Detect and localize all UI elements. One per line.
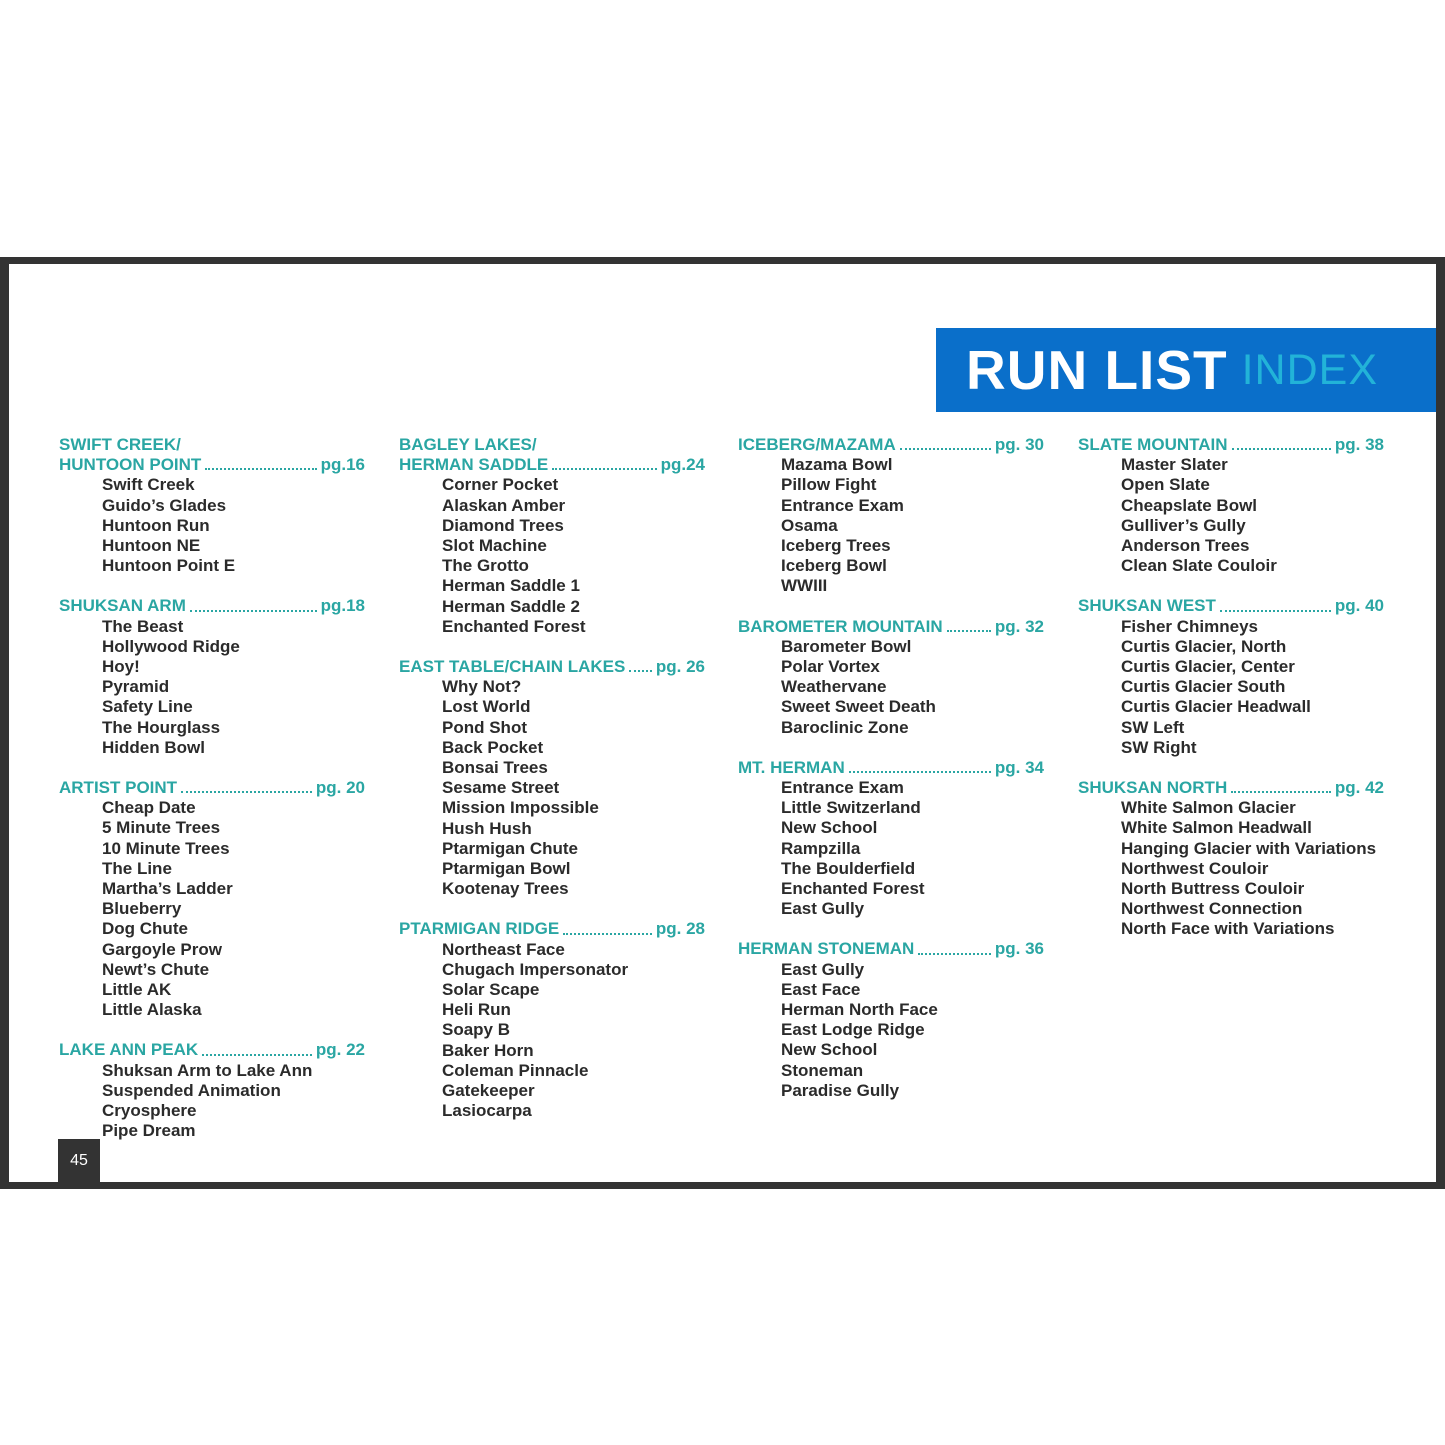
section-name: HERMAN STONEMAN: [738, 939, 915, 959]
run-item: Cryosphere: [102, 1101, 197, 1121]
section-heading: [59, 778, 365, 798]
run-item: Solar Scape: [442, 980, 540, 1000]
run-item: Pipe Dream: [102, 1121, 196, 1141]
index-column-4: [1078, 435, 1384, 960]
run-item: Alaskan Amber: [442, 495, 566, 515]
section-name: MT. HERMAN: [738, 757, 845, 777]
section-heading: [738, 435, 1044, 455]
run-item: White Salmon Headwall: [1121, 818, 1312, 838]
section-heading: [738, 758, 1044, 778]
run-item: Lasiocarpa: [442, 1101, 532, 1121]
run-item: Paradise Gully: [781, 1080, 900, 1100]
run-item: Safety Line: [102, 697, 193, 717]
section-heading: [59, 435, 365, 475]
section-name: SHUKSAN WEST: [1078, 596, 1216, 616]
index-column-1: [59, 435, 365, 1162]
section-name: SHUKSAN NORTH: [1078, 778, 1228, 798]
run-item: Diamond Trees: [442, 515, 564, 535]
page-title-accent: INDEX: [1241, 345, 1379, 394]
run-item: Iceberg Trees: [781, 536, 891, 556]
section-name: PTARMIGAN RIDGE: [399, 919, 560, 939]
section-page-ref: pg. 40: [1334, 596, 1384, 616]
run-list: [59, 1061, 365, 1142]
index-column-3: [738, 435, 1044, 1121]
run-list: [399, 677, 705, 899]
run-item: WWIII: [781, 576, 828, 596]
run-item: Herman North Face: [781, 1000, 938, 1020]
run-item: North Face with Variations: [1121, 919, 1335, 939]
run-list: [399, 475, 705, 637]
run-item: New School: [781, 818, 878, 838]
run-item: Hollywood Ridge: [102, 636, 240, 656]
run-item: Huntoon Point E: [102, 556, 236, 576]
index-section: [1078, 435, 1384, 576]
run-list: [738, 960, 1044, 1101]
dot-leader: [1231, 791, 1331, 793]
run-item: Ptarmigan Chute: [442, 838, 579, 858]
section-heading: [1078, 778, 1384, 798]
run-item: Rampzilla: [781, 838, 861, 858]
index-section: [59, 596, 365, 758]
run-item: East Gully: [781, 899, 865, 919]
run-item: Northwest Connection: [1121, 899, 1303, 919]
run-item: Curtis Glacier, Center: [1121, 657, 1295, 677]
run-list: [738, 455, 1044, 596]
run-item: Chugach Impersonator: [442, 959, 629, 979]
run-item: Why Not?: [442, 677, 522, 697]
run-item: Blueberry: [102, 899, 182, 919]
run-item: East Face: [781, 979, 861, 999]
run-item: North Buttress Couloir: [1121, 879, 1305, 899]
run-item: White Salmon Glacier: [1121, 798, 1296, 818]
run-item: Open Slate: [1121, 475, 1210, 495]
run-item: Pyramid: [102, 677, 170, 697]
title-banner: [936, 328, 1436, 412]
section-heading: [738, 939, 1044, 959]
run-item: Coleman Pinnacle: [442, 1060, 589, 1080]
run-list: [59, 617, 365, 758]
run-list: [59, 475, 365, 576]
index-section: [738, 617, 1044, 738]
run-item: Baroclinic Zone: [781, 717, 909, 737]
run-item: 10 Minute Trees: [102, 838, 230, 858]
section-name: BAGLEY LAKES/ HERMAN SADDLE: [399, 435, 549, 475]
run-list: [738, 637, 1044, 738]
run-item: Corner Pocket: [442, 475, 559, 495]
run-item: Herman Saddle 1: [442, 576, 580, 596]
section-name: ARTIST POINT: [59, 778, 178, 798]
run-item: Baker Horn: [442, 1040, 534, 1060]
run-item: Hidden Bowl: [102, 737, 205, 757]
run-item: Huntoon Run: [102, 515, 210, 535]
run-item: Cheap Date: [102, 798, 196, 818]
run-item: Enchanted Forest: [781, 879, 925, 899]
run-item: Bonsai Trees: [442, 758, 548, 778]
run-item: Gatekeeper: [442, 1081, 535, 1101]
index-section: [738, 758, 1044, 920]
dot-leader: [181, 791, 312, 793]
section-page-ref: pg. 32: [994, 616, 1044, 636]
section-name: ICEBERG/MAZAMA: [738, 435, 896, 454]
section-page-ref: pg. 22: [315, 1040, 365, 1060]
index-section: [399, 435, 705, 637]
dot-leader: [947, 630, 991, 632]
index-section: [399, 919, 705, 1121]
run-item: The Beast: [102, 616, 184, 636]
run-item: Stoneman: [781, 1060, 864, 1080]
run-item: Heli Run: [442, 1000, 511, 1020]
dot-leader: [563, 933, 652, 935]
section-page-ref: pg. 28: [655, 919, 705, 939]
dot-leader: [849, 771, 991, 773]
dot-leader: [629, 670, 652, 672]
run-item: Curtis Glacier Headwall: [1121, 697, 1311, 717]
run-item: Curtis Glacier, North: [1121, 636, 1287, 656]
dot-leader: [900, 448, 991, 450]
run-item: SW Left: [1121, 717, 1185, 737]
section-heading: [1078, 596, 1384, 616]
index-section: [59, 435, 365, 576]
section-heading: [59, 1040, 365, 1060]
dot-leader: [1220, 610, 1331, 612]
run-list: [1078, 617, 1384, 758]
dot-leader: [202, 1054, 312, 1056]
run-item: Polar Vortex: [781, 657, 880, 677]
dot-leader: [1232, 448, 1331, 450]
run-item: Pillow Fight: [781, 475, 877, 495]
run-list: [738, 778, 1044, 919]
run-item: Mazama Bowl: [781, 455, 893, 475]
section-name: SLATE MOUNTAIN: [1078, 435, 1228, 454]
run-item: Herman Saddle 2: [442, 596, 580, 616]
run-list: [1078, 455, 1384, 576]
index-section: [1078, 778, 1384, 940]
run-item: Anderson Trees: [1121, 536, 1250, 556]
run-item: Martha’s Ladder: [102, 879, 233, 899]
dot-leader: [190, 610, 317, 612]
section-name: SHUKSAN ARM: [59, 596, 186, 616]
run-item: Kootenay Trees: [442, 879, 569, 899]
run-item: New School: [781, 1040, 878, 1060]
run-item: The Boulderfield: [781, 858, 916, 878]
index-section: [738, 939, 1044, 1101]
section-page-ref: pg. 38: [1334, 435, 1384, 454]
run-item: Mission Impossible: [442, 798, 599, 818]
section-page-ref: pg. 20: [315, 778, 365, 798]
section-name: EAST TABLE/CHAIN LAKES: [399, 657, 626, 677]
section-page-ref: pg. 26: [655, 657, 705, 677]
run-item: Little Alaska: [102, 1000, 202, 1020]
run-list: [59, 798, 365, 1020]
index-section: [59, 1040, 365, 1141]
section-heading: [399, 919, 705, 939]
section-page-ref: pg. 42: [1334, 778, 1384, 798]
section-page-ref: pg. 34: [994, 757, 1044, 777]
run-item: Huntoon NE: [102, 536, 201, 556]
run-item: 5 Minute Trees: [102, 818, 221, 838]
section-page-ref: pg.24: [660, 455, 705, 475]
index-page: [0, 257, 1445, 1189]
run-item: Sesame Street: [442, 778, 560, 798]
run-item: Swift Creek: [102, 475, 195, 495]
run-item: Guido’s Glades: [102, 495, 227, 515]
section-page-ref: pg. 36: [994, 939, 1044, 959]
run-item: Hanging Glacier with Variations: [1121, 838, 1377, 858]
run-item: Hush Hush: [442, 818, 532, 838]
run-item: Northwest Couloir: [1121, 858, 1269, 878]
run-item: Little AK: [102, 980, 172, 1000]
section-page-ref: pg. 30: [994, 435, 1044, 454]
run-item: Fisher Chimneys: [1121, 616, 1258, 636]
run-item: Gargoyle Prow: [102, 939, 222, 959]
run-item: Suspended Animation: [102, 1080, 281, 1100]
section-heading: [738, 617, 1044, 637]
run-item: Shuksan Arm to Lake Ann: [102, 1060, 313, 1080]
section-heading: [1078, 435, 1384, 455]
run-item: Slot Machine: [442, 536, 547, 556]
run-item: Weathervane: [781, 677, 887, 697]
dot-leader: [552, 468, 656, 470]
index-section: [59, 778, 365, 1020]
run-item: Little Switzerland: [781, 798, 921, 818]
page-number: 45: [58, 1139, 100, 1182]
section-heading: [59, 596, 365, 616]
run-list: [399, 940, 705, 1122]
run-item: Clean Slate Couloir: [1121, 556, 1277, 576]
run-item: Back Pocket: [442, 737, 544, 757]
run-item: The Line: [102, 858, 172, 878]
run-item: Pond Shot: [442, 717, 527, 737]
run-item: The Grotto: [442, 556, 529, 576]
dot-leader: [205, 468, 316, 470]
section-name: BAROMETER MOUNTAIN: [738, 616, 943, 636]
run-item: Dog Chute: [102, 919, 188, 939]
run-item: Hoy!: [102, 657, 140, 677]
run-item: Sweet Sweet Death: [781, 697, 936, 717]
section-page-ref: pg.18: [320, 596, 365, 616]
run-item: Osama: [781, 515, 838, 535]
section-heading: [399, 657, 705, 677]
run-item: Cheapslate Bowl: [1121, 495, 1258, 515]
run-item: Master Slater: [1121, 455, 1228, 475]
run-item: Gulliver’s Gully: [1121, 515, 1246, 535]
run-item: Curtis Glacier South: [1121, 677, 1286, 697]
run-item: Entrance Exam: [781, 495, 904, 515]
run-item: Soapy B: [442, 1020, 511, 1040]
run-item: Ptarmigan Bowl: [442, 859, 571, 879]
index-section: [399, 657, 705, 899]
index-column-2: [399, 435, 705, 1142]
run-item: East Gully: [781, 959, 865, 979]
section-name: LAKE ANN PEAK: [59, 1040, 199, 1060]
section-name: SWIFT CREEK/ HUNTOON POINT: [59, 435, 202, 475]
run-item: Lost World: [442, 697, 531, 717]
index-section: [738, 435, 1044, 597]
run-item: Newt’s Chute: [102, 959, 210, 979]
run-item: East Lodge Ridge: [781, 1020, 925, 1040]
run-item: Entrance Exam: [781, 778, 904, 798]
section-page-ref: pg.16: [320, 455, 365, 475]
run-item: Enchanted Forest: [442, 616, 586, 636]
dot-leader: [918, 953, 991, 955]
page-title: RUN LIST: [966, 339, 1228, 401]
run-item: Northeast Face: [442, 939, 565, 959]
run-list: [1078, 798, 1384, 939]
run-item: SW Right: [1121, 737, 1197, 757]
run-item: Barometer Bowl: [781, 636, 912, 656]
run-item: Iceberg Bowl: [781, 556, 887, 576]
index-section: [1078, 596, 1384, 758]
run-item: The Hourglass: [102, 717, 221, 737]
section-heading: [399, 435, 705, 475]
